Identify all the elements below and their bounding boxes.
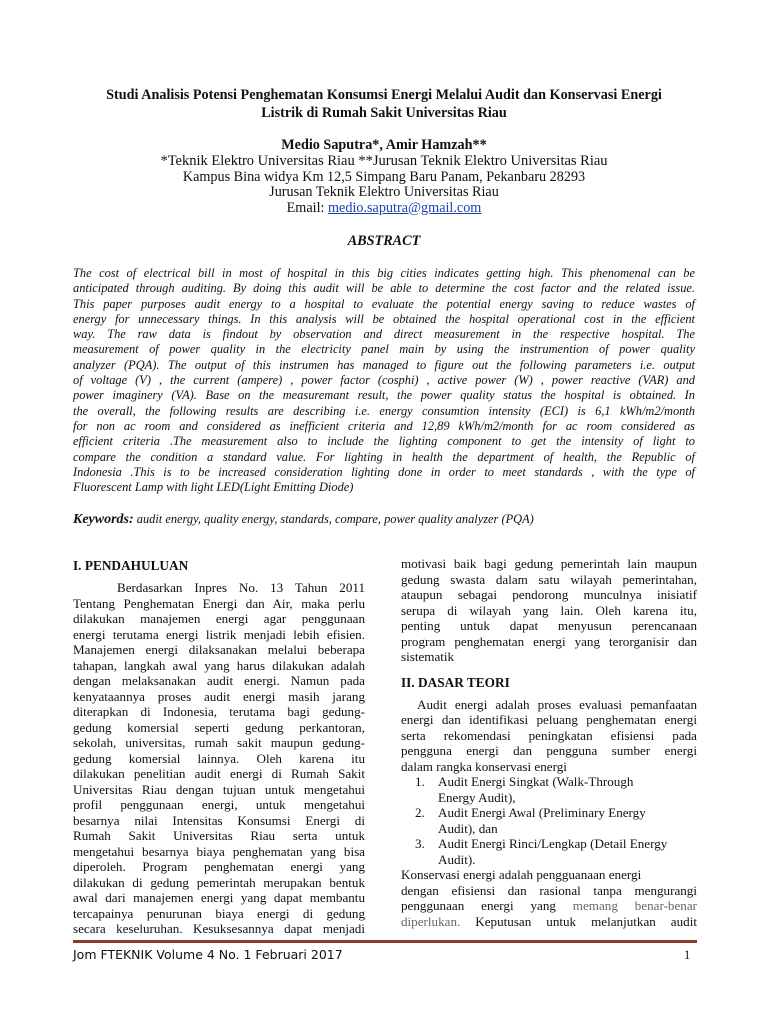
abstract-body [73, 266, 695, 495]
keywords-text: audit energy, quality energy, standards, compare, power quality analyzer (PQA) [136, 512, 534, 526]
list-text: Audit Energi Rinci/Lengkap (Detail Energy [438, 836, 668, 851]
paragraph-line: program penghematan energi yang terorganisir dan [401, 633, 697, 649]
paragraph-line: Manajemen energi dilaksanakan melalui beberapa [73, 642, 365, 657]
dasar-teori-paragraph [401, 697, 697, 775]
list-number: 2. [415, 805, 425, 820]
abstract-line: efficient criteria .The measurement also to include the lighting component to get the intensity of light to [73, 434, 695, 449]
title-line-1: Studi Analisis Potensi Penghematan Konsumsi Energi Melalui Audit dan Konservasi Energi [106, 87, 662, 103]
list-item [401, 836, 697, 867]
paragraph-line: besarnya nilai Intensitas Konsumsi Energi di [73, 812, 365, 828]
page-number: 1 [684, 948, 691, 962]
abstract-line: energy for unnecessary things. In this analysis will be obtained the hospital operational cost in the efficient [73, 311, 695, 326]
closing-text: penggunaan energi yang [401, 898, 573, 913]
list-text: Audit), dan [438, 820, 498, 836]
paragraph-line: dilakukan manajemen energi agar penggunaan [73, 611, 365, 626]
paragraph-line: ataupun sebagai pendorong munculnya inisiatif [401, 587, 697, 602]
abstract-line: Indonesia .This is to be increased consideration lighting done in order to meet standards , with the type of [73, 464, 695, 479]
footer-journal: Jom FTEKNIK Volume 4 No. 1 Februari 2017 [73, 947, 343, 962]
abstract-heading: ABSTRACT [347, 233, 421, 249]
email-line [70, 201, 698, 217]
abstract-line: of voltage (V) , the current (ampere) , power factor (cosphi) , active power (W) , power reactive (VAR) and [73, 373, 695, 388]
affiliations [70, 154, 698, 216]
paragraph-line: pengguna energi dan pengguna sumber energi [401, 743, 697, 758]
keywords [73, 512, 695, 528]
paragraph-line: secara keseluruhan. Kesuksesannya dapat menjadi [73, 921, 365, 936]
paragraph-line: sistematik [401, 649, 455, 664]
paragraph-line: serta rekomendasi peningkatan efisiensi pada [401, 727, 697, 743]
left-column [73, 558, 365, 937]
keywords-label: Keywords: [73, 512, 134, 527]
abstract-line: This paper purposes audit energy to a hospital to evaluate the potential energy saving to reduce wastes of [73, 296, 695, 311]
pendahuluan-continued [401, 556, 697, 665]
pendahuluan-paragraph [73, 580, 365, 937]
paragraph-line: energi dan identifikasi peluang penghematan energi [401, 712, 697, 727]
paper-title [70, 86, 698, 122]
closing-text: Keputusan untuk melanjutkan audit [460, 913, 697, 929]
paragraph-line: energi terutama energi listrik menjadi lebih efisien. [73, 626, 365, 642]
paragraph-line: dalam rangka konservasi energi [401, 758, 567, 774]
paragraph-line: kenyataannya proses audit energi masih jarang [73, 688, 365, 704]
abstract-line: way. The raw data is findout by observation and direct measurement in the respective hospital. The [73, 327, 695, 342]
paragraph-line: sekolah, universitas, rumah sakit maupun gedung- [73, 735, 365, 750]
affiliation-line-3: Jurusan Teknik Elektro Universitas Riau [269, 184, 499, 200]
paragraph-line: Berdasarkan Inpres No. 13 Tahun 2011 [117, 580, 365, 595]
audit-types-list [401, 774, 697, 867]
paragraph-line: tercapainya penurunan biaya energi di gedung [73, 905, 365, 921]
authors: Medio Saputra*, Amir Hamzah** [281, 137, 487, 153]
list-text: Audit Energi Singkat (Walk-Through [438, 774, 634, 789]
abstract-line: for non ac room and considered as inefficient criteria and 12,89 kWh/m2/month for ac room considered as [73, 418, 695, 433]
title-line-2: Listrik di Rumah Sakit Universitas Riau [261, 105, 507, 121]
paragraph-line: Audit energi adalah proses evaluasi pemanfaatan [417, 696, 697, 712]
abstract-line: the overall, the following results are describing i.e. energy consumtion intensity (ECI) is 6,1 kWh/m2/month [73, 403, 695, 418]
list-number: 3. [415, 836, 425, 851]
section-heading-pendahuluan: I. PENDAHULUAN [73, 558, 189, 573]
closing-line: dengan efisiensi dan rasional tanpa mengurangi [401, 882, 697, 898]
email-link[interactable]: medio.saputra@gmail.com [328, 199, 482, 216]
paragraph-line: serupa di wilayah yang lain. Oleh karena itu, [401, 602, 697, 618]
paragraph-line: dengan melaksanakan audit energi. Namun pada [73, 673, 365, 688]
list-number: 1. [415, 774, 425, 789]
closing-line [401, 914, 697, 930]
paragraph-line: awal dari manajemen energi yang dapat membantu [73, 890, 365, 905]
list-text: Audit Energi Awal (Preliminary Energy [438, 805, 646, 820]
closing-line [401, 898, 697, 914]
abstract-line: The cost of electrical bill in most of hospital in this big cities indicates getting high. This phenomenal can be [73, 266, 695, 280]
list-item [401, 805, 697, 836]
paragraph-line: Rumah Sakit Universitas Riau serta untuk [73, 828, 365, 843]
paragraph-line: diterapkan di Indonesia, terutama bagi gedung- [73, 704, 365, 719]
paragraph-line: diperoleh. Program penghematan energi yang [73, 859, 365, 874]
paragraph-line: motivasi baik bagi gedung pemerintah lain maupun [401, 556, 697, 571]
abstract-line: analyzer (PQA). The output of this instrumen has managed to figure out the following parameters i.e. output [73, 357, 695, 372]
abstract-line: Fluorescent Lamp with light LED(Light Emitting Diode) [73, 480, 354, 495]
closing-text-gray: diperlukan. [401, 913, 461, 929]
paragraph-line: Tentang Penghematan Energi dan Air, maka perlu [73, 595, 365, 611]
paragraph-line: tahapan, langkah awal yang harus dilakukan adalah [73, 657, 365, 673]
email-label: Email: [286, 199, 325, 216]
paragraph-line: dilakukan di gedung pemerintah merupakan bentuk [73, 874, 365, 890]
list-text: Energy Audit), [438, 789, 516, 805]
closing-line: Konservasi energi adalah pengguanaan energi [401, 867, 642, 882]
paragraph-line: penting untuk dapat menyusun perencanaan [401, 618, 697, 633]
list-text: Audit). [438, 851, 476, 867]
paragraph-line: profil penggunaan energi, untuk mengetahui [73, 797, 365, 812]
paragraph-line: gedung komersial lainnya. Oleh karena itu [73, 750, 365, 766]
section-heading-dasar-teori: II. DASAR TEORI [401, 674, 510, 690]
affiliation-line-1: *Teknik Elektro Universitas Riau **Jurusan Teknik Elektro Universitas Riau [160, 153, 608, 169]
affiliation-line-2: Kampus Bina widya Km 12,5 Simpang Baru Panam, Pekanbaru 28293 [182, 168, 586, 185]
abstract-line: compare the condition a standard value. For lighting in health the department of health, the Republic of [73, 449, 695, 464]
abstract-line: power imaginery (VA). Base on the measuremant result, the power quality status the hospital is obtained. In [73, 388, 695, 403]
footer-rule [73, 940, 697, 943]
paragraph-line: gedung komersial seperti gedung perkantoran, [73, 719, 365, 735]
abstract-line: measurement of power quality in the electricity panel main by using the instrumention of power quality [73, 342, 695, 357]
list-item [401, 774, 697, 805]
paragraph-line: dilakukan penelitian audit energi di Rumah Sakit [73, 766, 365, 781]
right-column [401, 556, 697, 929]
abstract-line: anticipated through auditing. By doing this audit will be able to determine the cost factor and the related issue. [73, 281, 695, 296]
paragraph-line: Universitas Riau dengan tujuan untuk mengetahui [73, 781, 365, 797]
paragraph-line: mengetahui besarnya biaya penghematan yang bisa [73, 843, 365, 859]
closing-text-gray: memang benar-benar [572, 898, 697, 913]
paragraph-line: gedung swasta dalam satu wilayah pemerintahan, [401, 571, 697, 587]
